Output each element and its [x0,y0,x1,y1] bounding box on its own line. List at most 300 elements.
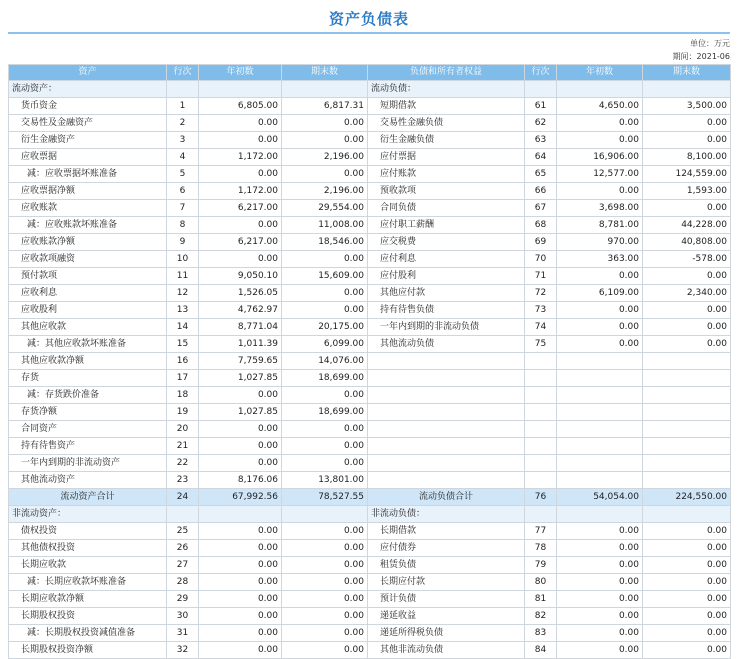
liability-end-value: 0.00 [643,302,731,319]
liability-total-label: 流动负债合计 [368,489,525,506]
liability-row-no: 84 [525,642,557,659]
table-row [9,387,731,404]
asset-name: 衍生金融资产 [9,132,167,149]
liability-name: 应付债券 [368,540,525,557]
asset-row-no: 1 [167,98,199,115]
empty-cell [643,353,731,370]
table-row [9,200,731,217]
liability-end-value: -578.00 [643,251,731,268]
liability-end-value: 44,228.00 [643,217,731,234]
asset-name: 存货 [9,370,167,387]
asset-name: 合同资产 [9,421,167,438]
asset-end-value: 0.00 [282,557,368,574]
liability-name: 交易性金融负债 [368,115,525,132]
asset-row-no: 22 [167,455,199,472]
asset-begin-value: 0.00 [199,438,282,455]
section-row [9,506,731,523]
liability-end-value: 0.00 [643,115,731,132]
asset-begin-value: 0.00 [199,591,282,608]
asset-row-no: 29 [167,591,199,608]
asset-name: 其他应收款净额 [9,353,167,370]
liability-row-no: 65 [525,166,557,183]
asset-begin-value: 0.00 [199,540,282,557]
asset-begin-value: 1,172.00 [199,183,282,200]
period-label: 期间：2021-06 [672,52,730,61]
table-row [9,149,731,166]
asset-row-no: 6 [167,183,199,200]
liability-row-no: 77 [525,523,557,540]
asset-name: 应收股利 [9,302,167,319]
liability-begin-value: 0.00 [557,574,643,591]
section-row [9,81,731,98]
empty-cell [368,370,525,387]
liability-end-value: 0.00 [643,557,731,574]
table-row [9,132,731,149]
liability-end-value: 2,340.00 [643,285,731,302]
asset-begin-value: 1,027.85 [199,404,282,421]
liability-begin-value: 0.00 [557,642,643,659]
liability-name: 其他非流动负债 [368,642,525,659]
table-row [9,302,731,319]
table-row [9,234,731,251]
section-label: 流动负债： [368,81,525,98]
asset-row-no: 2 [167,115,199,132]
empty-cell [643,387,731,404]
asset-name: 减：应收票据坏账准备 [9,166,167,183]
asset-begin-value: 1,011.39 [199,336,282,353]
liability-begin-value: 0.00 [557,625,643,642]
liability-end-value: 0.00 [643,319,731,336]
asset-begin-value: 0.00 [199,251,282,268]
liability-end-value: 40,808.00 [643,234,731,251]
asset-end-value: 0.00 [282,166,368,183]
table-row [9,557,731,574]
asset-row-no: 8 [167,217,199,234]
liability-name: 递延所得税负债 [368,625,525,642]
liability-end-value: 0.00 [643,336,731,353]
liability-begin-value: 970.00 [557,234,643,251]
table-row [9,353,731,370]
liability-begin-value: 3,698.00 [557,200,643,217]
empty-cell [282,506,368,523]
asset-row-no: 24 [167,489,199,506]
header-row-no: 行次 [525,65,557,81]
asset-begin-value: 0.00 [199,217,282,234]
asset-end-value: 0.00 [282,625,368,642]
liability-end-value: 0.00 [643,132,731,149]
liability-name: 持有待售负债 [368,302,525,319]
liability-row-no: 69 [525,234,557,251]
asset-name: 减：应收账款坏账准备 [9,217,167,234]
empty-cell [525,81,557,98]
asset-name: 长期应收款净额 [9,591,167,608]
table-row [9,115,731,132]
asset-row-no: 11 [167,268,199,285]
table-row [9,625,731,642]
asset-row-no: 18 [167,387,199,404]
empty-cell [199,506,282,523]
table-row [9,523,731,540]
liability-row-no: 80 [525,574,557,591]
asset-begin-value: 8,176.06 [199,472,282,489]
asset-row-no: 17 [167,370,199,387]
liability-begin-value: 0.00 [557,591,643,608]
liability-end-value: 0.00 [643,642,731,659]
liability-name: 递延收益 [368,608,525,625]
header-liability: 负债和所有者权益 [368,65,525,81]
liability-name: 一年内到期的非流动负债 [368,319,525,336]
asset-begin-value: 0.00 [199,115,282,132]
header-end: 期末数 [282,65,368,81]
asset-end-value: 0.00 [282,251,368,268]
unit-label: 单位：万元 [690,39,730,48]
asset-name: 减：长期股权投资减值准备 [9,625,167,642]
header-row-no: 行次 [167,65,199,81]
liability-name: 长期借款 [368,523,525,540]
liability-begin-value: 6,109.00 [557,285,643,302]
asset-end-value: 0.00 [282,455,368,472]
asset-name: 应收款项融资 [9,251,167,268]
asset-row-no: 9 [167,234,199,251]
empty-cell [525,506,557,523]
asset-name: 一年内到期的非流动资产 [9,455,167,472]
asset-row-no: 4 [167,149,199,166]
empty-cell [557,506,643,523]
asset-begin-value: 7,759.65 [199,353,282,370]
liability-end-value: 3,500.00 [643,98,731,115]
liability-name: 应付股利 [368,268,525,285]
table-row [9,251,731,268]
asset-row-no: 31 [167,625,199,642]
liability-end-value: 0.00 [643,540,731,557]
liability-end-value: 0.00 [643,523,731,540]
liability-name: 其他流动负债 [368,336,525,353]
asset-name: 长期股权投资净额 [9,642,167,659]
empty-cell [525,404,557,421]
asset-begin-value: 1,172.00 [199,149,282,166]
liability-row-no: 83 [525,625,557,642]
liability-name: 应付账款 [368,166,525,183]
empty-cell [368,438,525,455]
asset-name: 长期应收款 [9,557,167,574]
asset-end-value: 0.00 [282,387,368,404]
asset-total-end: 78,527.55 [282,489,368,506]
asset-begin-value: 0.00 [199,523,282,540]
empty-cell [525,472,557,489]
section-label: 非流动资产： [9,506,167,523]
empty-cell [643,506,731,523]
liability-begin-value: 0.00 [557,557,643,574]
asset-row-no: 15 [167,336,199,353]
asset-begin-value: 6,217.00 [199,200,282,217]
liability-begin-value: 4,650.00 [557,98,643,115]
table-row [9,421,731,438]
liability-begin-value: 0.00 [557,319,643,336]
asset-row-no: 14 [167,319,199,336]
asset-begin-value: 8,771.04 [199,319,282,336]
liability-begin-value: 0.00 [557,523,643,540]
asset-row-no: 21 [167,438,199,455]
liability-total-begin: 54,054.00 [557,489,643,506]
empty-cell [199,81,282,98]
liability-end-value: 124,559.00 [643,166,731,183]
liability-row-no: 64 [525,149,557,166]
empty-cell [368,353,525,370]
asset-end-value: 0.00 [282,642,368,659]
asset-total-begin: 67,992.56 [199,489,282,506]
table-row [9,98,731,115]
title-divider [8,32,730,34]
empty-cell [643,370,731,387]
liability-end-value: 0.00 [643,591,731,608]
empty-cell [557,472,643,489]
liability-row-no: 78 [525,540,557,557]
liability-name: 应交税费 [368,234,525,251]
asset-name: 存货净额 [9,404,167,421]
asset-end-value: 0.00 [282,302,368,319]
asset-begin-value: 0.00 [199,132,282,149]
liability-row-no: 71 [525,268,557,285]
liability-row-no: 62 [525,115,557,132]
liability-begin-value: 0.00 [557,268,643,285]
asset-begin-value: 6,217.00 [199,234,282,251]
asset-end-value: 29,554.00 [282,200,368,217]
table-row [9,217,731,234]
liability-name: 租赁负债 [368,557,525,574]
asset-begin-value: 0.00 [199,166,282,183]
liability-begin-value: 363.00 [557,251,643,268]
liability-name: 应付利息 [368,251,525,268]
asset-end-value: 2,196.00 [282,183,368,200]
asset-row-no: 13 [167,302,199,319]
asset-begin-value: 0.00 [199,387,282,404]
liability-name: 长期应付款 [368,574,525,591]
table-row [9,472,731,489]
asset-begin-value: 0.00 [199,557,282,574]
empty-cell [643,438,731,455]
asset-end-value: 13,801.00 [282,472,368,489]
liability-begin-value: 0.00 [557,115,643,132]
asset-end-value: 6,099.00 [282,336,368,353]
liability-name: 合同负债 [368,200,525,217]
asset-row-no: 28 [167,574,199,591]
asset-name: 持有待售资产 [9,438,167,455]
liability-row-no: 74 [525,319,557,336]
table-row [9,319,731,336]
asset-name: 减：存货跌价准备 [9,387,167,404]
asset-begin-value: 0.00 [199,455,282,472]
empty-cell [525,353,557,370]
empty-cell [557,81,643,98]
empty-cell [167,506,199,523]
asset-end-value: 15,609.00 [282,268,368,285]
header-asset: 资产 [9,65,167,81]
asset-end-value: 0.00 [282,115,368,132]
asset-name: 应收票据净额 [9,183,167,200]
table-header-row [9,65,731,81]
header-end: 期末数 [643,65,731,81]
asset-name: 应收账款 [9,200,167,217]
asset-name: 其他应收款 [9,319,167,336]
asset-name: 债权投资 [9,523,167,540]
liability-name: 应付职工薪酬 [368,217,525,234]
liability-end-value: 0.00 [643,574,731,591]
asset-row-no: 23 [167,472,199,489]
asset-row-no: 30 [167,608,199,625]
empty-cell [368,472,525,489]
empty-cell [525,455,557,472]
liability-begin-value: 12,577.00 [557,166,643,183]
table-row [9,574,731,591]
asset-row-no: 25 [167,523,199,540]
table-row [9,183,731,200]
liability-end-value: 0.00 [643,268,731,285]
report-title: 资产负债表 [328,10,409,28]
table-row [9,268,731,285]
asset-name: 应收账款净额 [9,234,167,251]
liability-row-no: 76 [525,489,557,506]
asset-end-value: 0.00 [282,132,368,149]
liability-end-value: 1,593.00 [643,183,731,200]
asset-name: 长期股权投资 [9,608,167,625]
asset-row-no: 20 [167,421,199,438]
section-label: 非流动负债： [368,506,525,523]
liability-name: 预收款项 [368,183,525,200]
asset-end-value: 6,817.31 [282,98,368,115]
empty-cell [643,404,731,421]
asset-name: 应收票据 [9,149,167,166]
table-row [9,540,731,557]
empty-cell [557,370,643,387]
empty-cell [557,421,643,438]
table-row [9,608,731,625]
liability-row-no: 63 [525,132,557,149]
empty-cell [525,421,557,438]
table-row [9,455,731,472]
asset-end-value: 18,699.00 [282,404,368,421]
asset-end-value: 14,076.00 [282,353,368,370]
empty-cell [643,421,731,438]
asset-row-no: 10 [167,251,199,268]
asset-end-value: 0.00 [282,608,368,625]
asset-name: 其他债权投资 [9,540,167,557]
empty-cell [643,472,731,489]
asset-name: 减：其他应收款坏账准备 [9,336,167,353]
liability-row-no: 67 [525,200,557,217]
empty-cell [525,438,557,455]
asset-begin-value: 0.00 [199,421,282,438]
asset-row-no: 32 [167,642,199,659]
asset-total-label: 流动资产合计 [9,489,167,506]
asset-begin-value: 1,027.85 [199,370,282,387]
asset-begin-value: 0.00 [199,642,282,659]
asset-begin-value: 9,050.10 [199,268,282,285]
asset-end-value: 0.00 [282,574,368,591]
liability-begin-value: 0.00 [557,608,643,625]
asset-row-no: 19 [167,404,199,421]
empty-cell [557,353,643,370]
liability-row-no: 81 [525,591,557,608]
liability-begin-value: 0.00 [557,302,643,319]
asset-row-no: 26 [167,540,199,557]
asset-end-value: 18,546.00 [282,234,368,251]
liability-name: 预计负债 [368,591,525,608]
empty-cell [557,387,643,404]
asset-name: 预付款项 [9,268,167,285]
liability-name: 衍生金融负债 [368,132,525,149]
asset-end-value: 0.00 [282,523,368,540]
liability-begin-value: 0.00 [557,132,643,149]
asset-name: 交易性及金融资产 [9,115,167,132]
liability-begin-value: 0.00 [557,540,643,557]
asset-row-no: 3 [167,132,199,149]
liability-row-no: 68 [525,217,557,234]
liability-row-no: 72 [525,285,557,302]
liability-end-value: 0.00 [643,608,731,625]
balance-sheet-table [8,64,731,659]
table-row [9,166,731,183]
liability-name: 短期借款 [368,98,525,115]
liability-row-no: 66 [525,183,557,200]
table-row [9,438,731,455]
liability-begin-value: 16,906.00 [557,149,643,166]
empty-cell [557,404,643,421]
section-label: 流动资产： [9,81,167,98]
asset-end-value: 18,699.00 [282,370,368,387]
empty-cell [643,81,731,98]
empty-cell [368,421,525,438]
empty-cell [525,387,557,404]
asset-name: 减：长期应收款坏账准备 [9,574,167,591]
empty-cell [368,455,525,472]
asset-row-no: 12 [167,285,199,302]
asset-end-value: 0.00 [282,591,368,608]
asset-name: 货币资金 [9,98,167,115]
header-begin: 年初数 [557,65,643,81]
liability-row-no: 82 [525,608,557,625]
empty-cell [282,81,368,98]
asset-name: 应收利息 [9,285,167,302]
liability-begin-value: 0.00 [557,183,643,200]
asset-row-no: 27 [167,557,199,574]
asset-end-value: 0.00 [282,285,368,302]
liability-begin-value: 0.00 [557,336,643,353]
table-row [9,370,731,387]
liability-name: 其他应付款 [368,285,525,302]
empty-cell [368,387,525,404]
asset-end-value: 0.00 [282,438,368,455]
empty-cell [525,370,557,387]
liability-end-value: 0.00 [643,625,731,642]
asset-begin-value: 0.00 [199,608,282,625]
asset-row-no: 7 [167,200,199,217]
asset-end-value: 0.00 [282,540,368,557]
liability-end-value: 8,100.00 [643,149,731,166]
empty-cell [643,455,731,472]
liability-row-no: 73 [525,302,557,319]
empty-cell [557,455,643,472]
empty-cell [167,81,199,98]
table-row [9,285,731,302]
liability-row-no: 75 [525,336,557,353]
asset-begin-value: 0.00 [199,625,282,642]
asset-end-value: 11,008.00 [282,217,368,234]
asset-end-value: 0.00 [282,421,368,438]
empty-cell [557,438,643,455]
asset-end-value: 2,196.00 [282,149,368,166]
asset-row-no: 16 [167,353,199,370]
table-row [9,591,731,608]
